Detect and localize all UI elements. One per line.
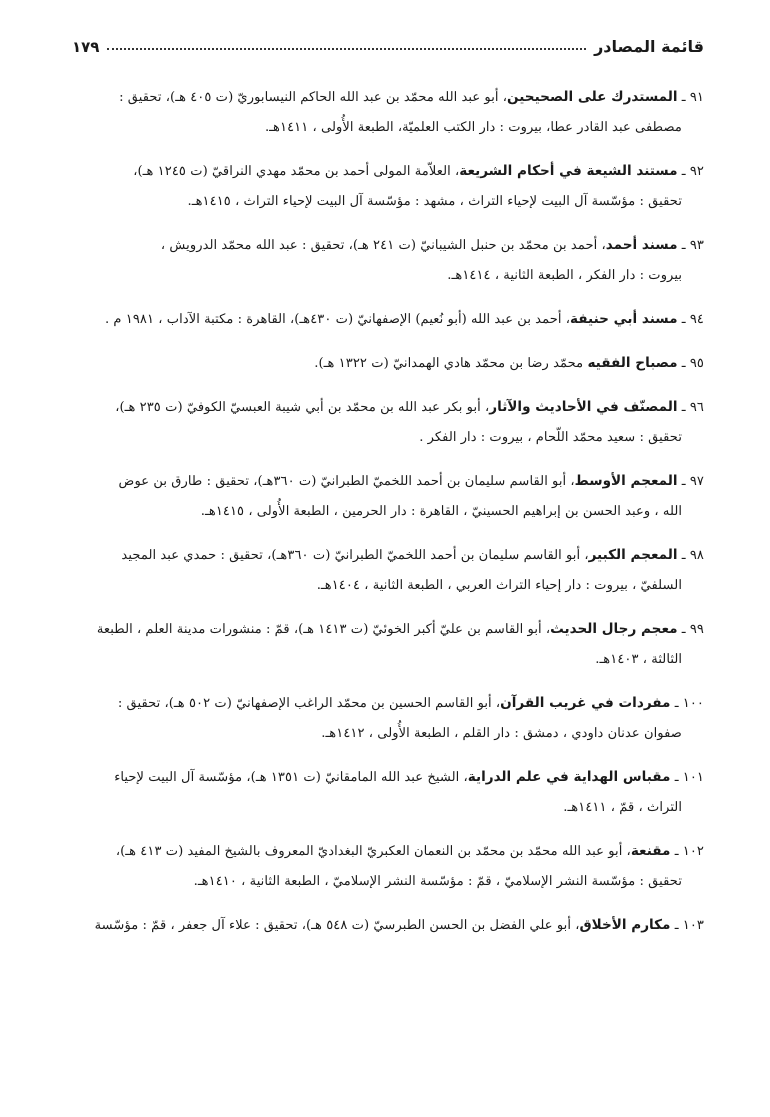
entry-title: مفردات في غريب القرآن [500,695,671,711]
header-title: قائمة المصادر [594,37,704,56]
entry-details-continued: صفوان عدنان داودي ، دمشق : دار القلم ، الطبعة الأُولى ، ١٤١٢هـ. [321,726,682,741]
entry-title: مقباس الهداية في علم الدراية [467,769,671,785]
entry-title: المعجم الكبير [588,547,678,563]
page-number: ١٧٩ [72,38,100,56]
bibliography-entry-91 [72,82,704,143]
entry-details: ، أحمد بن محمّد بن حنبل الشيبانيّ (ت ٢٤١ هـ)، تحقيق : عبد الله محمّد الدرويش ، [160,238,606,253]
entry-title: مقنعة [630,843,671,859]
entry-details: ، أبو عبد الله محمّد بن محمّد بن النعمان العكبريّ البغداديّ المعروف بالشيخ المفيد (ت ٤١٣ هـ)، [115,844,631,859]
header-dot-leader [107,47,586,50]
entry-title: مكارم الأخلاق [579,917,671,933]
bibliography-entry-94 [72,304,704,335]
bibliography-entry-100 [72,688,704,749]
entry-title: المستدرك على الصحيحين [507,89,678,105]
entry-details: ، أبو علي الفضل بن الحسن الطبرسيّ (ت ٥٤٨ هـ)، تحقيق : علاء آل جعفر ، قمّ : مؤسّسة [94,918,580,933]
bibliography-entry-98 [72,540,704,601]
entry-details-continued: تحقيق : مؤسّسة آل البيت لإحياء التراث ، مشهد : مؤسّسة آل البيت لإحياء التراث ، ١٤١٥هـ. [187,194,682,209]
entry-number: ٩١ ـ [681,90,704,105]
entry-number: ٩٢ ـ [681,164,704,179]
bibliography-entry-95 [72,348,704,379]
entry-details: ، أبو بكر عبد الله بن محمّد بن أبي شيبة العبسيّ الكوفيّ (ت ٢٣٥ هـ)، [115,400,490,415]
running-header [72,32,704,56]
bibliography-entry-99 [72,614,704,675]
bibliography-entry-96 [72,392,704,453]
entry-details: ، أبو القاسم بن عليّ أكبر الخوئيّ (ت ١٤١٣ هـ)، قمّ : منشورات مدينة العلم ، الطبعة [96,622,551,637]
entry-number: ٩٥ ـ [681,356,704,371]
entry-details-continued: التراث ، قمّ ، ١٤١١هـ. [563,800,682,815]
bibliography-entry-92 [72,156,704,217]
entry-details-continued: الله ، وعبد الحسن بن إبراهيم الحسينيّ ، القاهرة : دار الحرمين ، الطبعة الأُولى ، ١٤١٥هـ. [200,504,682,519]
entry-details-continued: بيروت : دار الفكر ، الطبعة الثانية ، ١٤١٤هـ. [447,268,682,283]
entry-number: ٩٦ ـ [681,400,704,415]
bibliography-entry-93 [72,230,704,291]
entry-title: المعجم الأوسط [574,473,678,489]
entry-details: ، العلاّمة المولى أحمد بن محمّد مهدي النراقيّ (ت ١٢٤٥ هـ)، [133,164,460,179]
entry-details: ، أبو القاسم سليمان بن أحمد اللخميّ الطبرانيّ (ت ٣٦٠هـ)، تحقيق : حمدي عبد المجيد [121,548,589,563]
entry-details-continued: تحقيق : سعيد محمّد اللّحام ، بيروت : دار الفكر . [419,430,682,445]
entry-details-continued: السلفيّ ، بيروت : دار إحياء التراث العربي ، الطبعة الثانية ، ١٤٠٤هـ. [316,578,682,593]
entry-number: ١٠٠ ـ [674,696,704,711]
entry-number: ٩٧ ـ [681,474,704,489]
entry-number: ١٠٣ ـ [674,918,704,933]
bibliography-list [72,82,704,941]
entry-details: ، أبو القاسم الحسين بن محمّد الراغب الإصفهانيّ (ت ٥٠٢ هـ)، تحقيق : [117,696,501,711]
entry-title: مصباح الفقيه [587,355,678,371]
entry-number: ٩٨ ـ [681,548,704,563]
entry-details: محمّد رضا بن محمّد هادي الهمدانيّ (ت ١٣٢٢ هـ). [314,356,588,371]
entry-details: ، أحمد بن عبد الله (أبو نُعيم) الإصفهانيّ (ت ٤٣٠هـ)، القاهرة : مكتبة الآداب ، ١٩٨١ م . [105,312,570,327]
entry-details-continued: الثالثة ، ١٤٠٣هـ. [595,652,682,667]
entry-details: ، أبو القاسم سليمان بن أحمد اللخميّ الطبرانيّ (ت ٣٦٠هـ)، تحقيق : طارق بن عوض [118,474,575,489]
bibliography-entry-102 [72,836,704,897]
entry-details: ، الشيخ عبد الله المامقانيّ (ت ١٣٥١ هـ)، مؤسّسة آل البيت لإحياء [114,770,468,785]
entry-title: مستند الشيعة في أحكام الشريعة [459,163,678,179]
entry-title: مسند أبي حنيفة [570,311,678,327]
bibliography-entry-101 [72,762,704,823]
entry-title: المصنّف في الأحاديث والآثار [489,399,678,415]
entry-title: مسند أحمد [605,237,678,253]
entry-number: ٩٤ ـ [681,312,704,327]
entry-details-continued: مصطفى عبد القادر عطا، بيروت : دار الكتب العلميّة، الطبعة الأُولى ، ١٤١١هـ. [264,120,682,135]
entry-number: ٩٩ ـ [681,622,704,637]
entry-details-continued: تحقيق : مؤسّسة النشر الإسلاميّ ، قمّ : مؤسّسة النشر الإسلاميّ ، الطبعة الثانية ، ١٤١٠هـ. [193,874,682,889]
entry-number: ١٠١ ـ [674,770,704,785]
entry-title: معجم رجال الحديث [550,621,678,637]
bibliography-entry-103 [72,910,704,941]
bibliography-entry-97 [72,466,704,527]
entry-number: ١٠٢ ـ [674,844,704,859]
entry-number: ٩٣ ـ [681,238,704,253]
entry-details: ، أبو عبد الله محمّد بن عبد الله الحاكم النيسابوريّ (ت ٤٠٥ هـ)، تحقيق : [119,90,508,105]
